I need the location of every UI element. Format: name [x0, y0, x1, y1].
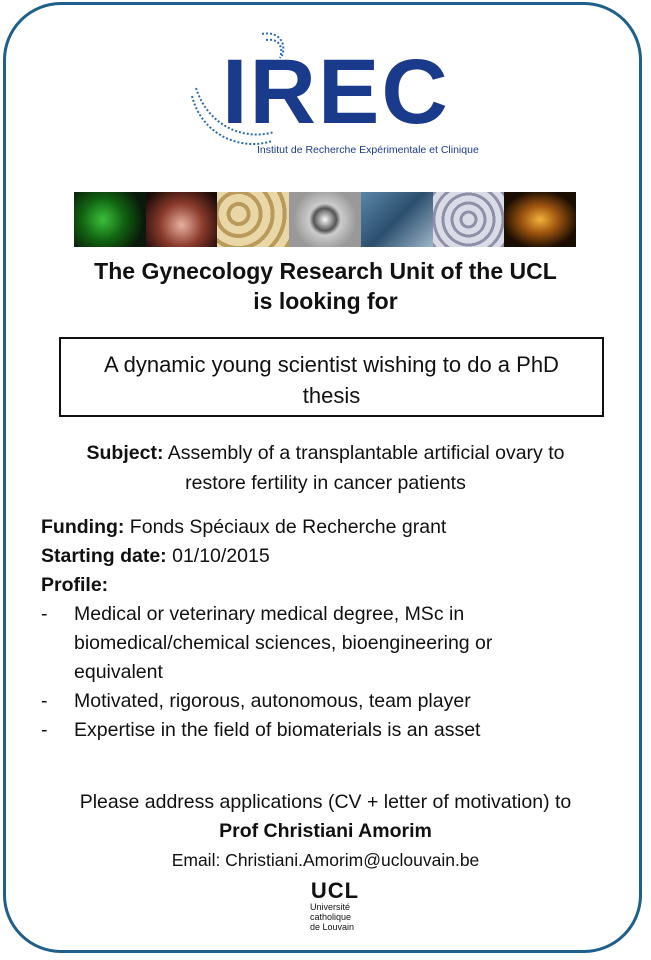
photo-culture-wells — [217, 192, 289, 247]
details-block — [41, 513, 621, 745]
starting-date-row — [41, 542, 621, 571]
position-line-2: thesis — [302, 383, 361, 408]
subject-label: Subject: — [86, 442, 164, 464]
photo-operating-room — [361, 192, 433, 247]
starting-date-label: Starting date: — [41, 545, 167, 567]
starting-date-value: 01/10/2015 — [166, 545, 270, 567]
ucl-line-2: catholique — [310, 912, 352, 922]
funding-row — [41, 513, 621, 542]
image-strip — [74, 192, 576, 247]
title-line-2: is looking for — [253, 288, 398, 314]
title-line-1: The Gynecology Research Unit of the UCL — [94, 258, 557, 284]
ucl-line-1: Université — [310, 902, 351, 912]
ucl-logo — [300, 880, 370, 932]
position-line-1: A dynamic young scientist wishing to do a PhD — [104, 352, 559, 377]
page-title — [0, 256, 651, 316]
photo-fluorescent-specimen — [504, 192, 576, 247]
contact-email[interactable]: Email: Christiani.Amorim@uclouvain.be — [171, 850, 480, 870]
subject-block — [32, 438, 619, 498]
list-item: - Medical or veterinary medical degree, MSc in biomedical/chemical sciences, bioengineering or equivalent — [41, 603, 493, 683]
list-item: - Motivated, rigorous, autonomous, team player — [41, 690, 471, 712]
contact-name: Prof Christiani Amorim — [219, 820, 432, 842]
ucl-line-3: de Louvain — [310, 922, 355, 932]
profile-label: Profile: — [41, 574, 109, 596]
funding-label: Funding: — [41, 516, 125, 538]
photo-tissue — [74, 192, 146, 247]
apply-line: Please address applications (CV + letter of motivation) to — [79, 791, 572, 813]
funding-value: Fonds Spéciaux de Recherche grant — [124, 516, 447, 538]
photo-follicle — [289, 192, 361, 247]
subject-text-2: restore fertility in cancer patients — [185, 472, 466, 494]
position-box — [59, 337, 604, 417]
irec-logo: IREC — [222, 41, 450, 143]
ucl-abbr: UCL — [310, 878, 360, 903]
profile-list — [41, 600, 621, 745]
application-block — [0, 788, 651, 875]
irec-subtitle: Institut de Recherche Expérimentale et Clinique — [257, 144, 479, 156]
photo-cell-microscopy — [433, 192, 505, 247]
list-item: - Expertise in the field of biomaterials is an asset — [41, 719, 481, 741]
photo-surgery — [146, 192, 218, 247]
subject-text-1: Assembly of a transplantable artificial ovary to — [163, 442, 565, 464]
